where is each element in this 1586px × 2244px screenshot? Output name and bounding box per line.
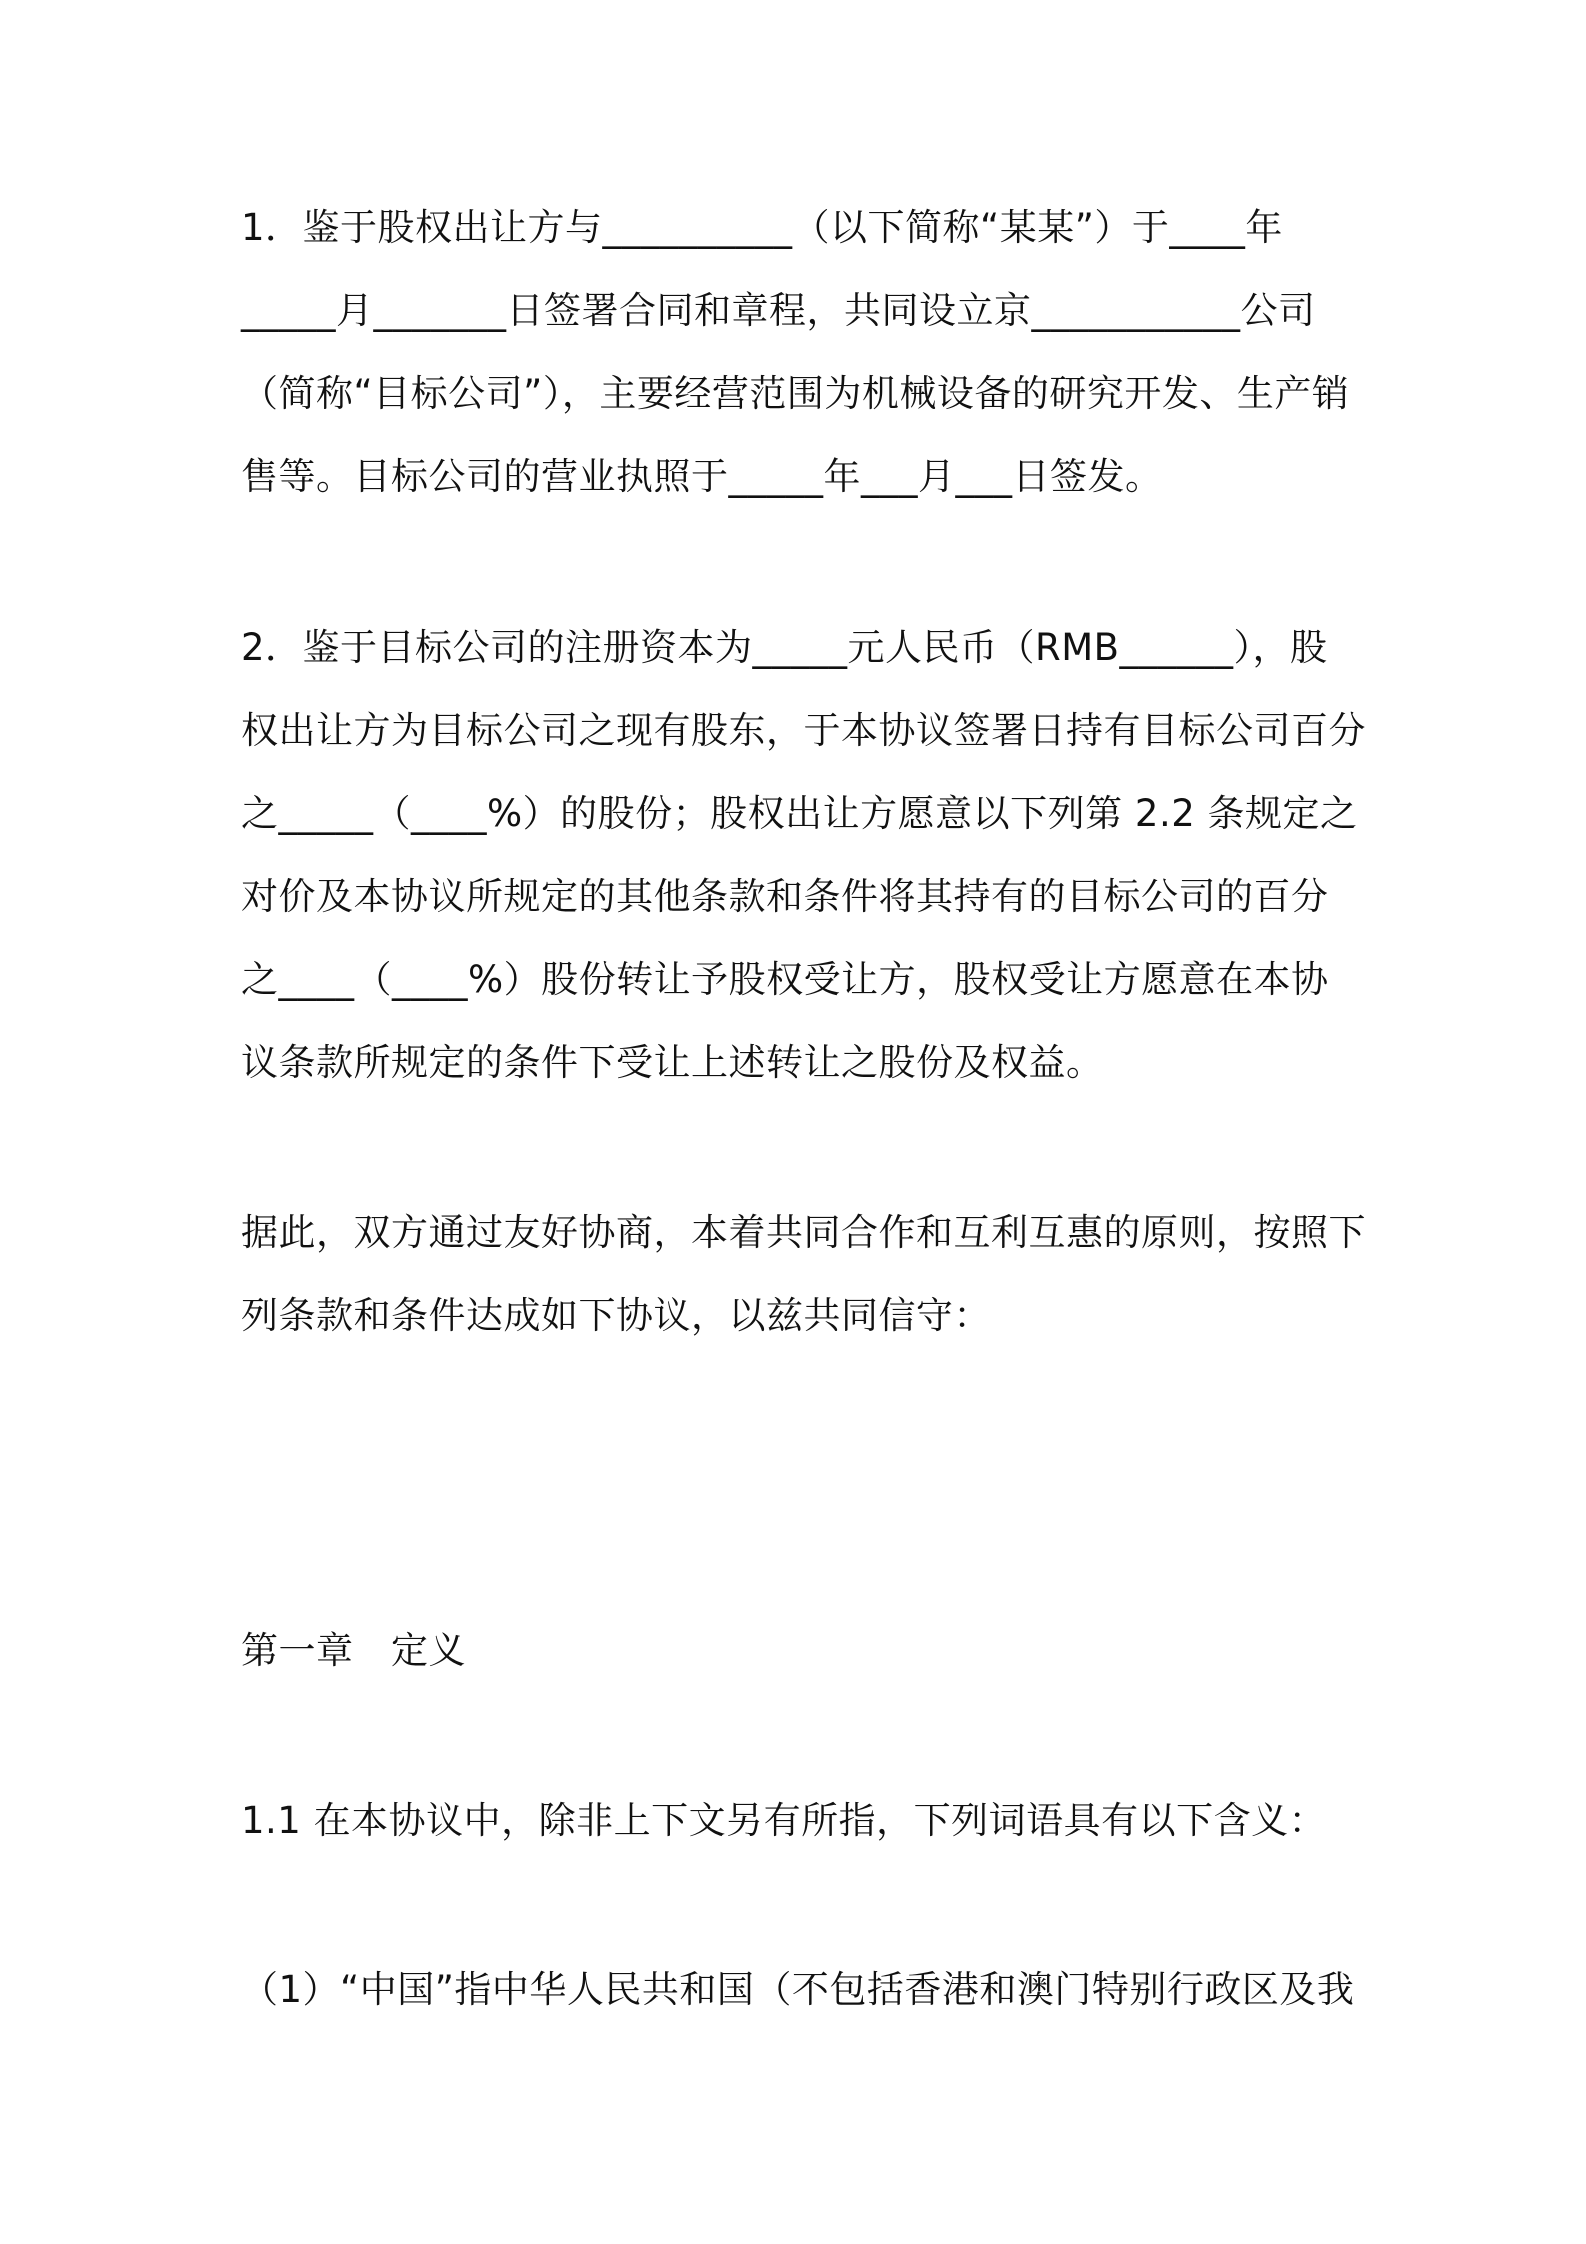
clause-1-1: 1.1 在本协议中，除非上下文另有所指，下列词语具有以下含义：: [241, 1799, 1327, 1842]
recital-1-line: _____月_______日签署合同和章程，共同设立京___________公司: [241, 289, 1316, 332]
recital-2-line: 2．鉴于目标公司的注册资本为_____元人民币（RMB______），股: [241, 626, 1328, 669]
recital-2-line: 议条款所规定的条件下受让上述转让之股份及权益。: [241, 1041, 1104, 1084]
recital-1-line: 1．鉴于股权出让方与__________（以下简称“某某”）于____年: [241, 206, 1283, 249]
recital-2-line: 之____（____%）股份转让予股权受让方，股权受让方愿意在本协: [241, 958, 1329, 1001]
recital-1-line: （简称“目标公司”），主要经营范围为机械设备的研究开发、生产销: [241, 372, 1350, 415]
agreement-intro-line: 据此，双方通过友好协商，本着共同合作和互利互惠的原则，按照下: [241, 1211, 1366, 1254]
recital-2-line: 权出让方为目标公司之现有股东，于本协议签署日持有目标公司百分: [241, 709, 1366, 752]
recital-2-line: 之_____（____%）的股份；股权出让方愿意以下列第 2.2 条规定之: [241, 792, 1358, 835]
recital-1-line: 售等。目标公司的营业执照于_____年___月___日签发。: [241, 455, 1163, 498]
agreement-intro-line: 列条款和条件达成如下协议，以兹共同信守：: [241, 1294, 991, 1337]
definition-1: （1）“中国”指中华人民共和国（不包括香港和澳门特别行政区及我: [241, 1968, 1355, 2011]
recital-2-line: 对价及本协议所规定的其他条款和条件将其持有的目标公司的百分: [241, 875, 1329, 918]
chapter-title: 第一章 定义: [241, 1629, 466, 1672]
